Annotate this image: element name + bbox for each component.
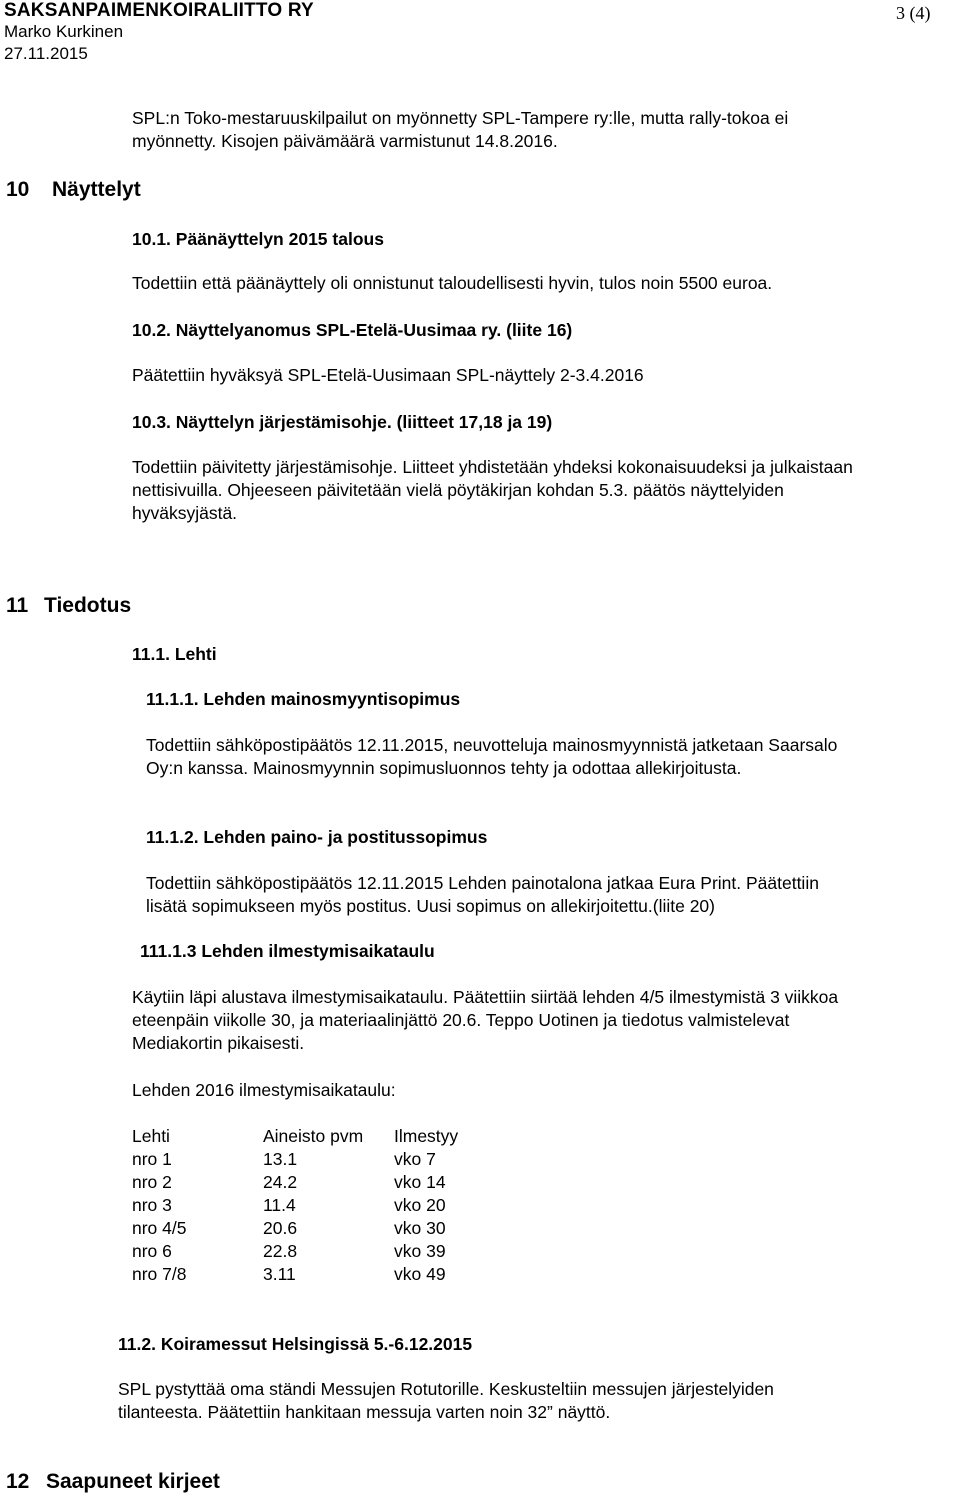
subsection-11-1-3-line-3: Mediakortin pikaisesti. <box>132 1033 305 1053</box>
subsection-11-1-3-title: 111.1.3 Lehden ilmestymisaikataulu <box>140 941 435 961</box>
section-11-number: 11 <box>6 594 29 617</box>
table-cell: vko 39 <box>394 1241 446 1261</box>
table-cell: vko 30 <box>394 1218 446 1238</box>
table-row <box>132 1194 458 1217</box>
table-cell: nro 6 <box>132 1241 172 1261</box>
section-11-title: Tiedotus <box>44 594 132 617</box>
table-header-row <box>132 1125 458 1148</box>
section-12-number: 12 <box>6 1470 30 1493</box>
subsection-11-1-1-line-1: Todettiin sähköpostipäätös 12.11.2015, neuvotteluja mainosmyynnistä jatketaan Saarsalo <box>146 735 838 755</box>
table-row <box>132 1263 458 1286</box>
table-cell: vko 7 <box>394 1149 436 1169</box>
table-header-cell: Ilmestyy <box>394 1126 459 1146</box>
table-row <box>132 1171 458 1194</box>
table-cell: 11.4 <box>263 1195 296 1215</box>
subsection-11-1-title: 11.1. Lehti <box>132 644 217 664</box>
table-cell: 22.8 <box>263 1241 298 1261</box>
author-name: Marko Kurkinen <box>4 22 124 41</box>
section-12-heading <box>6 1470 220 1494</box>
subsection-10-2-title: 10.2. Näyttelyanomus SPL-Etelä-Uusimaa ry. (liite 16) <box>132 320 573 340</box>
table-cell: nro 3 <box>132 1195 172 1215</box>
table-cell: vko 49 <box>394 1264 446 1284</box>
table-cell: 24.2 <box>263 1172 298 1192</box>
page-number: 3 (4) <box>896 3 931 23</box>
subsection-11-1-2-title: 11.1.2. Lehden paino- ja postitussopimus <box>146 827 488 847</box>
subsection-10-3-line-1: Todettiin päivitetty järjestämisohje. Liitteet yhdistetään yhdeksi kokonaisuudeksi ja julkaistaan <box>132 457 853 477</box>
schedule-title: Lehden 2016 ilmestymisaikataulu: <box>132 1080 396 1100</box>
subsection-10-1-text: Todettiin että päänäyttely oli onnistunut taloudellisesti hyvin, tulos noin 5500 euroa. <box>132 273 773 293</box>
subsection-10-3-line-2: nettisivuilla. Ohjeeseen päivitetään vielä pöytäkirjan kohdan 5.3. päätös näyttelyiden <box>132 480 784 500</box>
subsection-10-3-title: 10.3. Näyttelyn järjestämisohje. (liitteet 17,18 ja 19) <box>132 412 553 432</box>
subsection-11-2-line-1: SPL pystyttää oma ständi Messujen Rotutorille. Keskusteltiin messujen järjestelyiden <box>118 1379 774 1399</box>
subsection-10-2-text: Päätettiin hyväksyä SPL-Etelä-Uusimaan SPL-näyttely 2-3.4.2016 <box>132 365 644 385</box>
table-cell: 13.1 <box>263 1149 298 1169</box>
table-cell: 3.11 <box>263 1264 296 1284</box>
table-cell: vko 14 <box>394 1172 446 1192</box>
table-cell: nro 2 <box>132 1172 172 1192</box>
subsection-11-2-line-2: tilanteesta. Päätettiin hankitaan messuja varten noin 32” näyttö. <box>118 1402 611 1422</box>
section-10-heading <box>6 178 141 202</box>
table-row <box>132 1240 458 1263</box>
table-cell: nro 1 <box>132 1149 172 1169</box>
table-header-cell: Lehti <box>132 1126 170 1146</box>
section-11-heading <box>6 594 131 618</box>
table-cell: vko 20 <box>394 1195 446 1215</box>
table-row <box>132 1148 458 1171</box>
subsection-11-1-2-line-2: lisätä sopimukseen myös postitus. Uusi sopimus on allekirjoitettu.(liite 20) <box>146 896 715 916</box>
subsection-10-1-title: 10.1. Päänäyttelyn 2015 talous <box>132 229 384 249</box>
table-cell: 20.6 <box>263 1218 298 1238</box>
intro-line-2: myönnetty. Kisojen päivämäärä varmistunut 14.8.2016. <box>132 131 558 151</box>
table-cell: nro 7/8 <box>132 1264 187 1284</box>
section-12-title: Saapuneet kirjeet <box>46 1470 220 1493</box>
subsection-11-1-1-line-2: Oy:n kanssa. Mainosmyynnin sopimusluonnos tehty ja odottaa allekirjoitusta. <box>146 758 742 778</box>
section-10-title: Näyttelyt <box>52 178 141 201</box>
subsection-11-2-title: 11.2. Koiramessut Helsingissä 5.-6.12.2015 <box>118 1334 473 1354</box>
schedule-table <box>132 1125 458 1286</box>
subsection-10-3-line-3: hyväksyjästä. <box>132 503 238 523</box>
document-date: 27.11.2015 <box>4 44 88 63</box>
subsection-11-1-2-line-1: Todettiin sähköpostipäätös 12.11.2015 Lehden painotalona jatkaa Eura Print. Päätettiin <box>146 873 819 893</box>
subsection-11-1-1-title: 11.1.1. Lehden mainosmyyntisopimus <box>146 689 461 709</box>
section-10-number: 10 <box>6 178 30 201</box>
subsection-11-1-3-line-1: Käytiin läpi alustava ilmestymisaikataulu. Päätettiin siirtää lehden 4/5 ilmestymistä 3 viikkoa <box>132 987 839 1007</box>
table-cell: nro 4/5 <box>132 1218 187 1238</box>
table-row <box>132 1217 458 1240</box>
intro-line-1: SPL:n Toko-mestaruuskilpailut on myönnetty SPL-Tampere ry:lle, mutta rally-tokoa ei <box>132 108 789 128</box>
subsection-11-1-3-line-2: eteenpäin viikolle 30, ja materiaalinjättö 20.6. Teppo Uotinen ja tiedotus valmistelevat <box>132 1010 790 1030</box>
table-header-cell: Aineisto pvm <box>263 1126 364 1146</box>
organization-name: SAKSANPAIMENKOIRALIITTO RY <box>4 0 314 21</box>
